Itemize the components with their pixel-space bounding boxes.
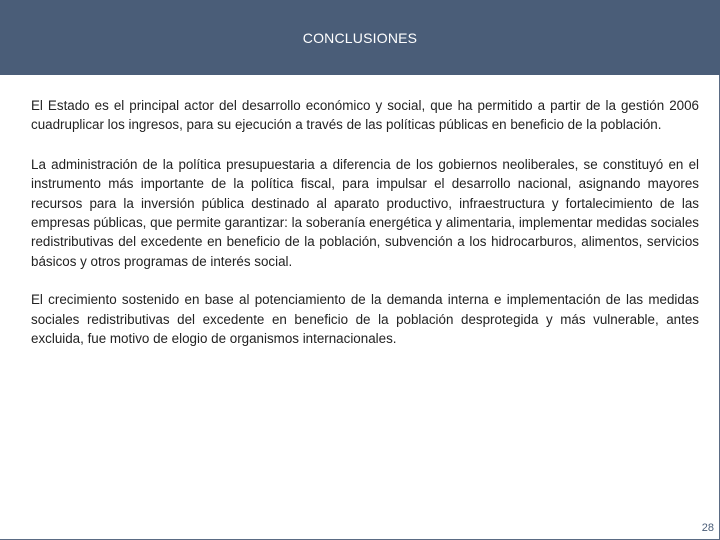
slide-title: CONCLUSIONES — [302, 29, 418, 46]
content-body — [31, 96, 699, 348]
paragraph-3: El crecimiento sostenido en base al potenciamiento de la demanda interna e implementación de las medidas sociales redistributivas del excedente en beneficio de la población desprotegida y más vulnerable, antes excluida, fue motivo de elogio de organismos internacionales. — [31, 292, 699, 347]
paragraph-1: El Estado es el principal actor del desarrollo económico y social, que ha permitido a partir de la gestión 2006 cuadruplicar los ingresos, para su ejecución a través de las políticas públicas en beneficio de la población. — [31, 98, 699, 133]
page-number: 28 — [701, 522, 714, 534]
header-band — [0, 0, 720, 75]
paragraph-2: La administración de la política presupuestaria a diferencia de los gobiernos neoliberales, se constituyó en el instrumento más importante de la política fiscal, para impulsar el desarrollo nacional, asignando mayores recursos para la inversión pública destinado al aparato productivo, infraestructura y fortalecimiento de las empresas públicas, que permite garantizar: la soberanía energética y alimentaria, implementar medidas sociales redistributivas del excedente en beneficio de la población, subvención a los hidrocarburos, alimentos, servicios básicos y otros programas de interés social. — [31, 156, 699, 269]
